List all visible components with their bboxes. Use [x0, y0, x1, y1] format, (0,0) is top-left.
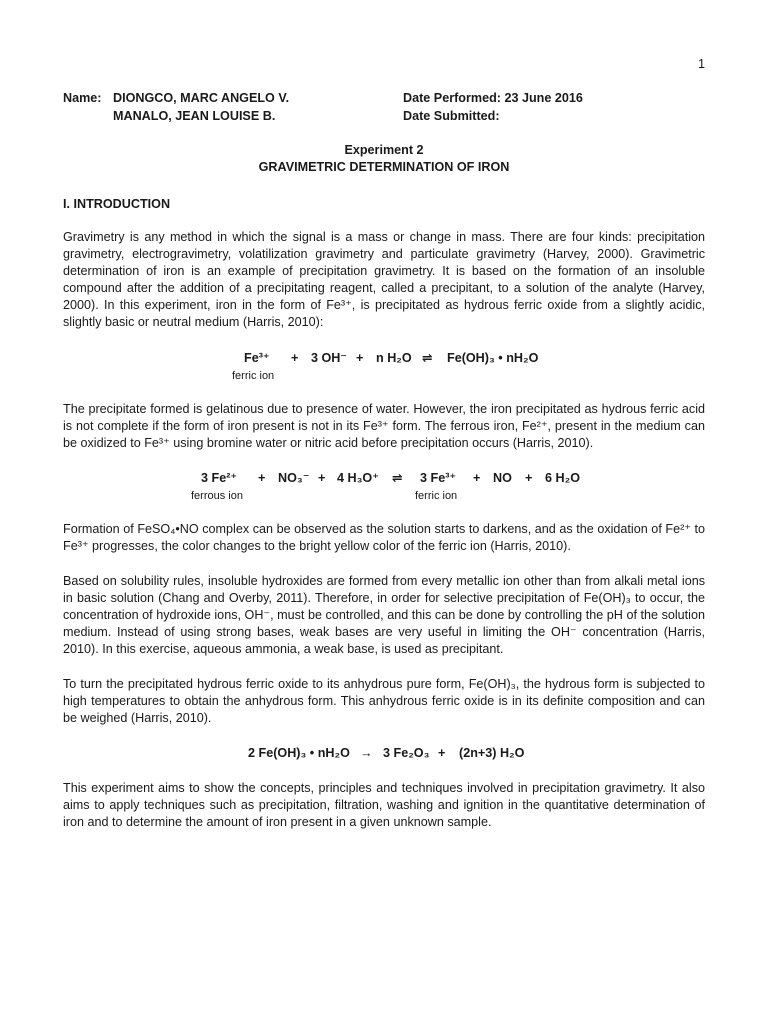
eq1-term-2: 3 OH⁻ — [311, 351, 348, 365]
student-name-1: DIONGCO, MARC ANGELO V. — [113, 91, 290, 105]
eq2-arrow: ⇌ — [392, 471, 403, 485]
date-submitted: Date Submitted: — [403, 109, 500, 123]
section-heading: I. INTRODUCTION — [63, 197, 171, 211]
eq2-op-1: + — [258, 471, 266, 485]
eq2-op-4: + — [525, 471, 533, 485]
eq1-term-3: n H₂O — [376, 351, 412, 365]
eq2-term-3: 4 H₃O⁺ — [337, 471, 379, 485]
experiment-name: GRAVIMETRIC DETERMINATION OF IRON — [258, 160, 510, 174]
eq1-arrow: ⇌ — [422, 351, 433, 365]
eq2-label-ferrous: ferrous ion — [191, 490, 243, 502]
eq1-op-1: + — [291, 351, 299, 365]
eq2-term-1: 3 Fe²⁺ — [201, 471, 238, 485]
document-title — [63, 142, 705, 176]
eq3-term-2: 3 Fe₂O₃ — [383, 746, 430, 760]
experiment-number: Experiment 2 — [344, 143, 424, 157]
header-block — [63, 90, 705, 126]
eq3-op-1: + — [438, 746, 446, 760]
eq2-term-6: 6 H₂O — [545, 471, 580, 485]
paragraph-5: To turn the precipitated hydrous ferric oxide to its anhydrous pure form, Fe(OH)₃, the hydrous form is subjected to high temperatures to obtain the anhydrous form. This anhydrous ferric oxide is in its definite composition and can be weighed (Harris, 2010). — [63, 677, 705, 725]
equation-3 — [63, 745, 705, 781]
equation-1 — [63, 350, 705, 386]
paragraph-1: Gravimetry is any method in which the signal is a mass or change in mass. There are four kinds: precipitation gravimetry, electrogravimetry, volatilization gravimetry and particulate gravimetry (Harvey, 2000). Gravimetric determination of iron is an example of precipitation gravimetry. It is based on the formation of an insoluble compound after the addition of a precipitating reagent, called a precipitant, to a solution of the analyte (Harvey, 2000). In this experiment, iron in the form of Fe³⁺, is precipitated as hydrous ferric oxide from a slightly acidic, slightly basic or neutral medium (Harris, 2010): — [63, 230, 705, 329]
eq3-arrow: → — [360, 746, 373, 760]
eq3-term-1: 2 Fe(OH)₃ • nH₂O — [248, 746, 350, 760]
eq1-op-2: + — [356, 351, 364, 365]
eq1-term-1: Fe³⁺ — [244, 351, 270, 365]
paragraph-3: Formation of FeSO₄•NO complex can be observed as the solution starts to darkens, and as the oxidation of Fe²⁺ to Fe³⁺ progresses, the color changes to the bright yellow color of the ferric ion (Harris, 2010). — [63, 522, 705, 553]
paragraph-4: Based on solubility rules, insoluble hydroxides are formed from every metallic ion other than from alkali metal ions in basic solution (Chang and Overby, 2011). Therefore, in order for selective precipitation of Fe(OH)₃ to occur, the concentration of hydroxide ions, OH⁻, must be controlled, and this can be done by controlling the pH of the solution medium. Instead of using strong bases, weak bases are very useful in limiting the OH⁻ concentration (Harris, 2010). In this exercise, aqueous ammonia, a weak base, is used as precipitant. — [63, 574, 705, 656]
eq2-term-4: 3 Fe³⁺ — [420, 471, 457, 485]
eq2-term-2: NO₃⁻ — [278, 471, 310, 485]
eq3-term-3: (2n+3) H₂O — [459, 746, 525, 760]
eq1-label-ferric: ferric ion — [232, 370, 275, 382]
document-page — [63, 0, 705, 1024]
page-number: 1 — [697, 57, 705, 71]
date-performed: Date Performed: 23 June 2016 — [403, 91, 583, 105]
paragraph-6: This experiment aims to show the concepts, principles and techniques involved in precipitation gravimetry. It also aims to apply techniques such as precipitation, filtration, washing and ignition in the quantitative determination of iron and to determine the amount of iron present in a given unknown sample. — [63, 781, 705, 829]
eq2-label-ferric: ferric ion — [415, 490, 458, 502]
equation-2 — [63, 470, 705, 506]
student-name-2: MANALO, JEAN LOUISE B. — [113, 109, 276, 123]
name-label: Name: — [63, 91, 102, 105]
eq2-term-5: NO — [493, 471, 512, 485]
eq2-op-2: + — [318, 471, 326, 485]
eq2-op-3: + — [473, 471, 481, 485]
eq1-term-4: Fe(OH)₃ • nH₂O — [447, 351, 539, 365]
paragraph-2: The precipitate formed is gelatinous due to presence of water. However, the iron precipitated as hydrous ferric acid is not complete if the form of iron present is not in its Fe³⁺ form. The ferrous iron, Fe²⁺, present in the medium can be oxidized to Fe³⁺ using bromine water or nitric acid before precipitation occurs (Harris, 2010). — [63, 402, 705, 450]
